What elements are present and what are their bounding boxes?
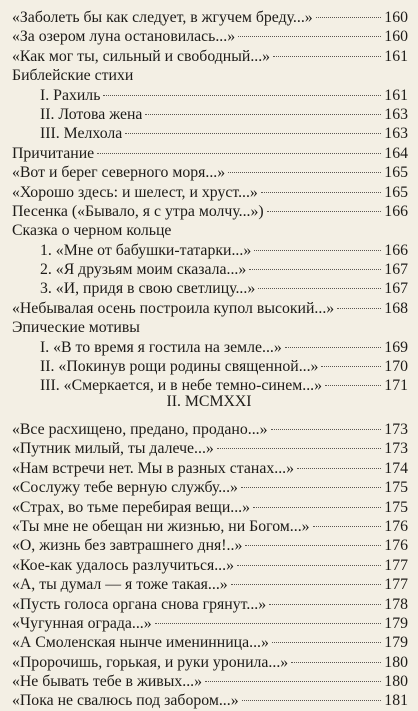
toc-entry-title: «Пока не свалюсь под забором...» [12,692,239,710]
toc-entry-page-number: 176 [384,537,408,555]
toc-entry-title: 3. «И, придя в свою светлицу...» [40,280,256,298]
dot-leader [254,250,381,251]
dot-leader [273,56,381,57]
toc-entry-title: «Чугунная ограда...» [12,614,152,632]
toc-entry-title: «Пусть голоса органа снова грянут...» [12,595,267,613]
toc-entry-page-number: 169 [384,338,408,356]
toc-group-heading: Эпические мотивы [12,319,140,337]
toc-entry-title: «Хорошо здесь: и шелест, и хруст...» [12,183,258,201]
dot-leader [228,172,381,173]
dot-leader [245,545,381,546]
dot-leader [267,211,381,212]
toc-entry [0,575,418,594]
toc-entry [0,202,418,221]
toc-group-heading: Сказка о черном кольце [12,222,172,240]
dot-leader [103,95,381,96]
toc-entry-page-number: 170 [384,358,408,376]
toc-entry-title: «Пророчишь, горькая, и руки уронила...» [12,653,289,671]
toc-entry-title: «Нам встречи нет. Мы в разных станах...» [12,459,294,477]
toc-entry-page-number: 177 [384,556,408,574]
dot-leader [238,36,381,37]
toc-entry [0,27,418,46]
toc-entry-page-number: 163 [384,125,408,143]
toc-entry [0,556,418,575]
dot-leader [272,642,381,643]
toc-entry [0,420,418,439]
dot-leader [145,114,381,115]
section-heading: II. MCMXXI [166,393,252,410]
dot-leader [316,17,381,18]
toc-entry-page-number: 168 [384,299,408,317]
toc-entry [0,163,418,182]
toc-entry-title: III. Мелхола [40,125,123,143]
toc-entry-page-number: 171 [384,377,408,395]
toc-entry [0,8,418,27]
dot-leader [249,269,381,270]
toc-entry-page-number: 167 [384,280,408,298]
toc-entry-page-number: 165 [384,164,408,182]
toc-entry-page-number: 179 [384,614,408,632]
toc-entry [0,536,418,555]
toc-entry-page-number: 174 [384,459,408,477]
toc-entry [0,338,418,357]
toc-entry-title: «Не бывать тебе в живых...» [12,673,203,691]
toc-entry [0,241,418,260]
toc-entry [0,124,418,143]
toc-entry-page-number: 175 [384,479,408,497]
dot-leader [242,700,381,701]
toc-entry-page-number: 165 [384,183,408,201]
toc-entry [0,517,418,536]
toc-entry-page-number: 161 [384,86,408,104]
toc-entry-title: I. Рахиль [40,86,101,104]
toc-entry-title: III. «Смеркается, и в небе темно-синем...» [40,377,323,395]
toc-entry [0,183,418,202]
dot-leader [325,385,381,386]
toc-entry [0,498,418,517]
toc-entry [0,614,418,633]
toc-entry [0,478,418,497]
table-of-contents-part-1 [0,8,418,396]
toc-entry [0,691,418,710]
toc-entry-page-number: 176 [384,517,408,535]
toc-entry-page-number: 164 [384,144,408,162]
toc-entry-page-number: 161 [384,47,408,65]
dot-leader [205,681,381,682]
toc-entry-page-number: 160 [384,28,408,46]
toc-entry-title: «Небывалая осень построила купол высокий...» [12,299,335,317]
toc-entry-title: «Все расхищено, предано, продано...» [12,421,268,438]
toc-entry [0,279,418,298]
toc-entry [0,260,418,279]
toc-entry [0,86,418,105]
dot-leader [269,604,381,605]
toc-entry-title: «Путник милый, ты далече...» [12,440,214,458]
toc-entry-title: «Как мог ты, сильный и свободный...» [12,47,271,65]
toc-entry-title: «А Смоленская нынче именинница...» [12,634,269,652]
toc-entry [0,595,418,614]
toc-entry-page-number: 173 [384,421,408,438]
toc-entry-page-number: 177 [384,576,408,594]
dot-leader [217,448,381,449]
dot-leader [253,507,381,508]
toc-entry [0,672,418,691]
table-of-contents-part-2 [0,420,418,711]
toc-entry-page-number: 167 [384,261,408,279]
toc-entry-page-number: 181 [384,692,408,710]
toc-entry [0,105,418,124]
dot-leader [313,526,381,527]
dot-leader [97,153,381,154]
toc-entry [0,459,418,478]
dot-leader [241,487,381,488]
toc-entry-title: «О, жизнь без завтрашнего дня!..» [12,537,243,555]
toc-entry-title: 1. «Мне от бабушки-татарки...» [40,241,252,259]
toc-entry-title: «А, ты думал — я тоже такая...» [12,576,228,594]
dot-leader [297,468,381,469]
toc-entry-page-number: 178 [384,595,408,613]
dot-leader [321,366,381,367]
toc-entry-title: II. Лотова жена [40,105,143,123]
toc-entry-page-number: 166 [384,202,408,220]
toc-entry-title: «Вот и берег северного моря...» [12,164,226,182]
dot-leader [271,429,382,430]
toc-entry-title: Песенка («Бывало, я с утра молчу...») [12,202,264,220]
toc-entry-title: 2. «Я друзьям моим сказала...» [40,261,247,279]
dot-leader [258,288,381,289]
toc-entry-page-number: 175 [384,498,408,516]
toc-entry-title: «Заболеть бы как следует, в жгучем бреду...» [12,9,313,26]
toc-entry-page-number: 180 [384,673,408,691]
toc-entry-title: «Сослужу тебе верную службу...» [12,479,238,497]
toc-entry-title: II. «Покинув рощи родины священной...» [40,358,319,376]
dot-leader [337,308,381,309]
toc-entry-page-number: 173 [384,440,408,458]
toc-entry [0,47,418,66]
toc-entry [0,299,418,318]
toc-entry-page-number: 166 [384,241,408,259]
dot-leader [231,584,381,585]
toc-entry [0,439,418,458]
dot-leader [125,133,381,134]
toc-entry [0,357,418,376]
toc-entry-title: «Кое-как удалось разлучиться...» [12,556,234,574]
toc-entry [0,144,418,163]
toc-entry-title: Причитание [12,144,95,162]
toc-entry-page-number: 180 [384,653,408,671]
toc-entry-title: «Страх, во тьме перебирая вещи...» [12,498,251,516]
dot-leader [291,662,381,663]
toc-group-heading: Библейские стихи [12,67,134,85]
toc-entry [0,653,418,672]
toc-entry-page-number: 179 [384,634,408,652]
toc-entry-page-number: 160 [384,9,408,26]
toc-entry [0,633,418,652]
toc-entry-page-number: 163 [384,105,408,123]
dot-leader [285,347,381,348]
dot-leader [237,565,381,566]
toc-entry-title: I. «В то время я гостила на земле...» [40,338,282,356]
dot-leader [155,623,381,624]
toc-entry-title: «За озером луна остановилась...» [12,28,236,46]
toc-entry-title: «Ты мне не обещан ни жизнью, ни Богом...» [12,517,310,535]
dot-leader [261,192,381,193]
